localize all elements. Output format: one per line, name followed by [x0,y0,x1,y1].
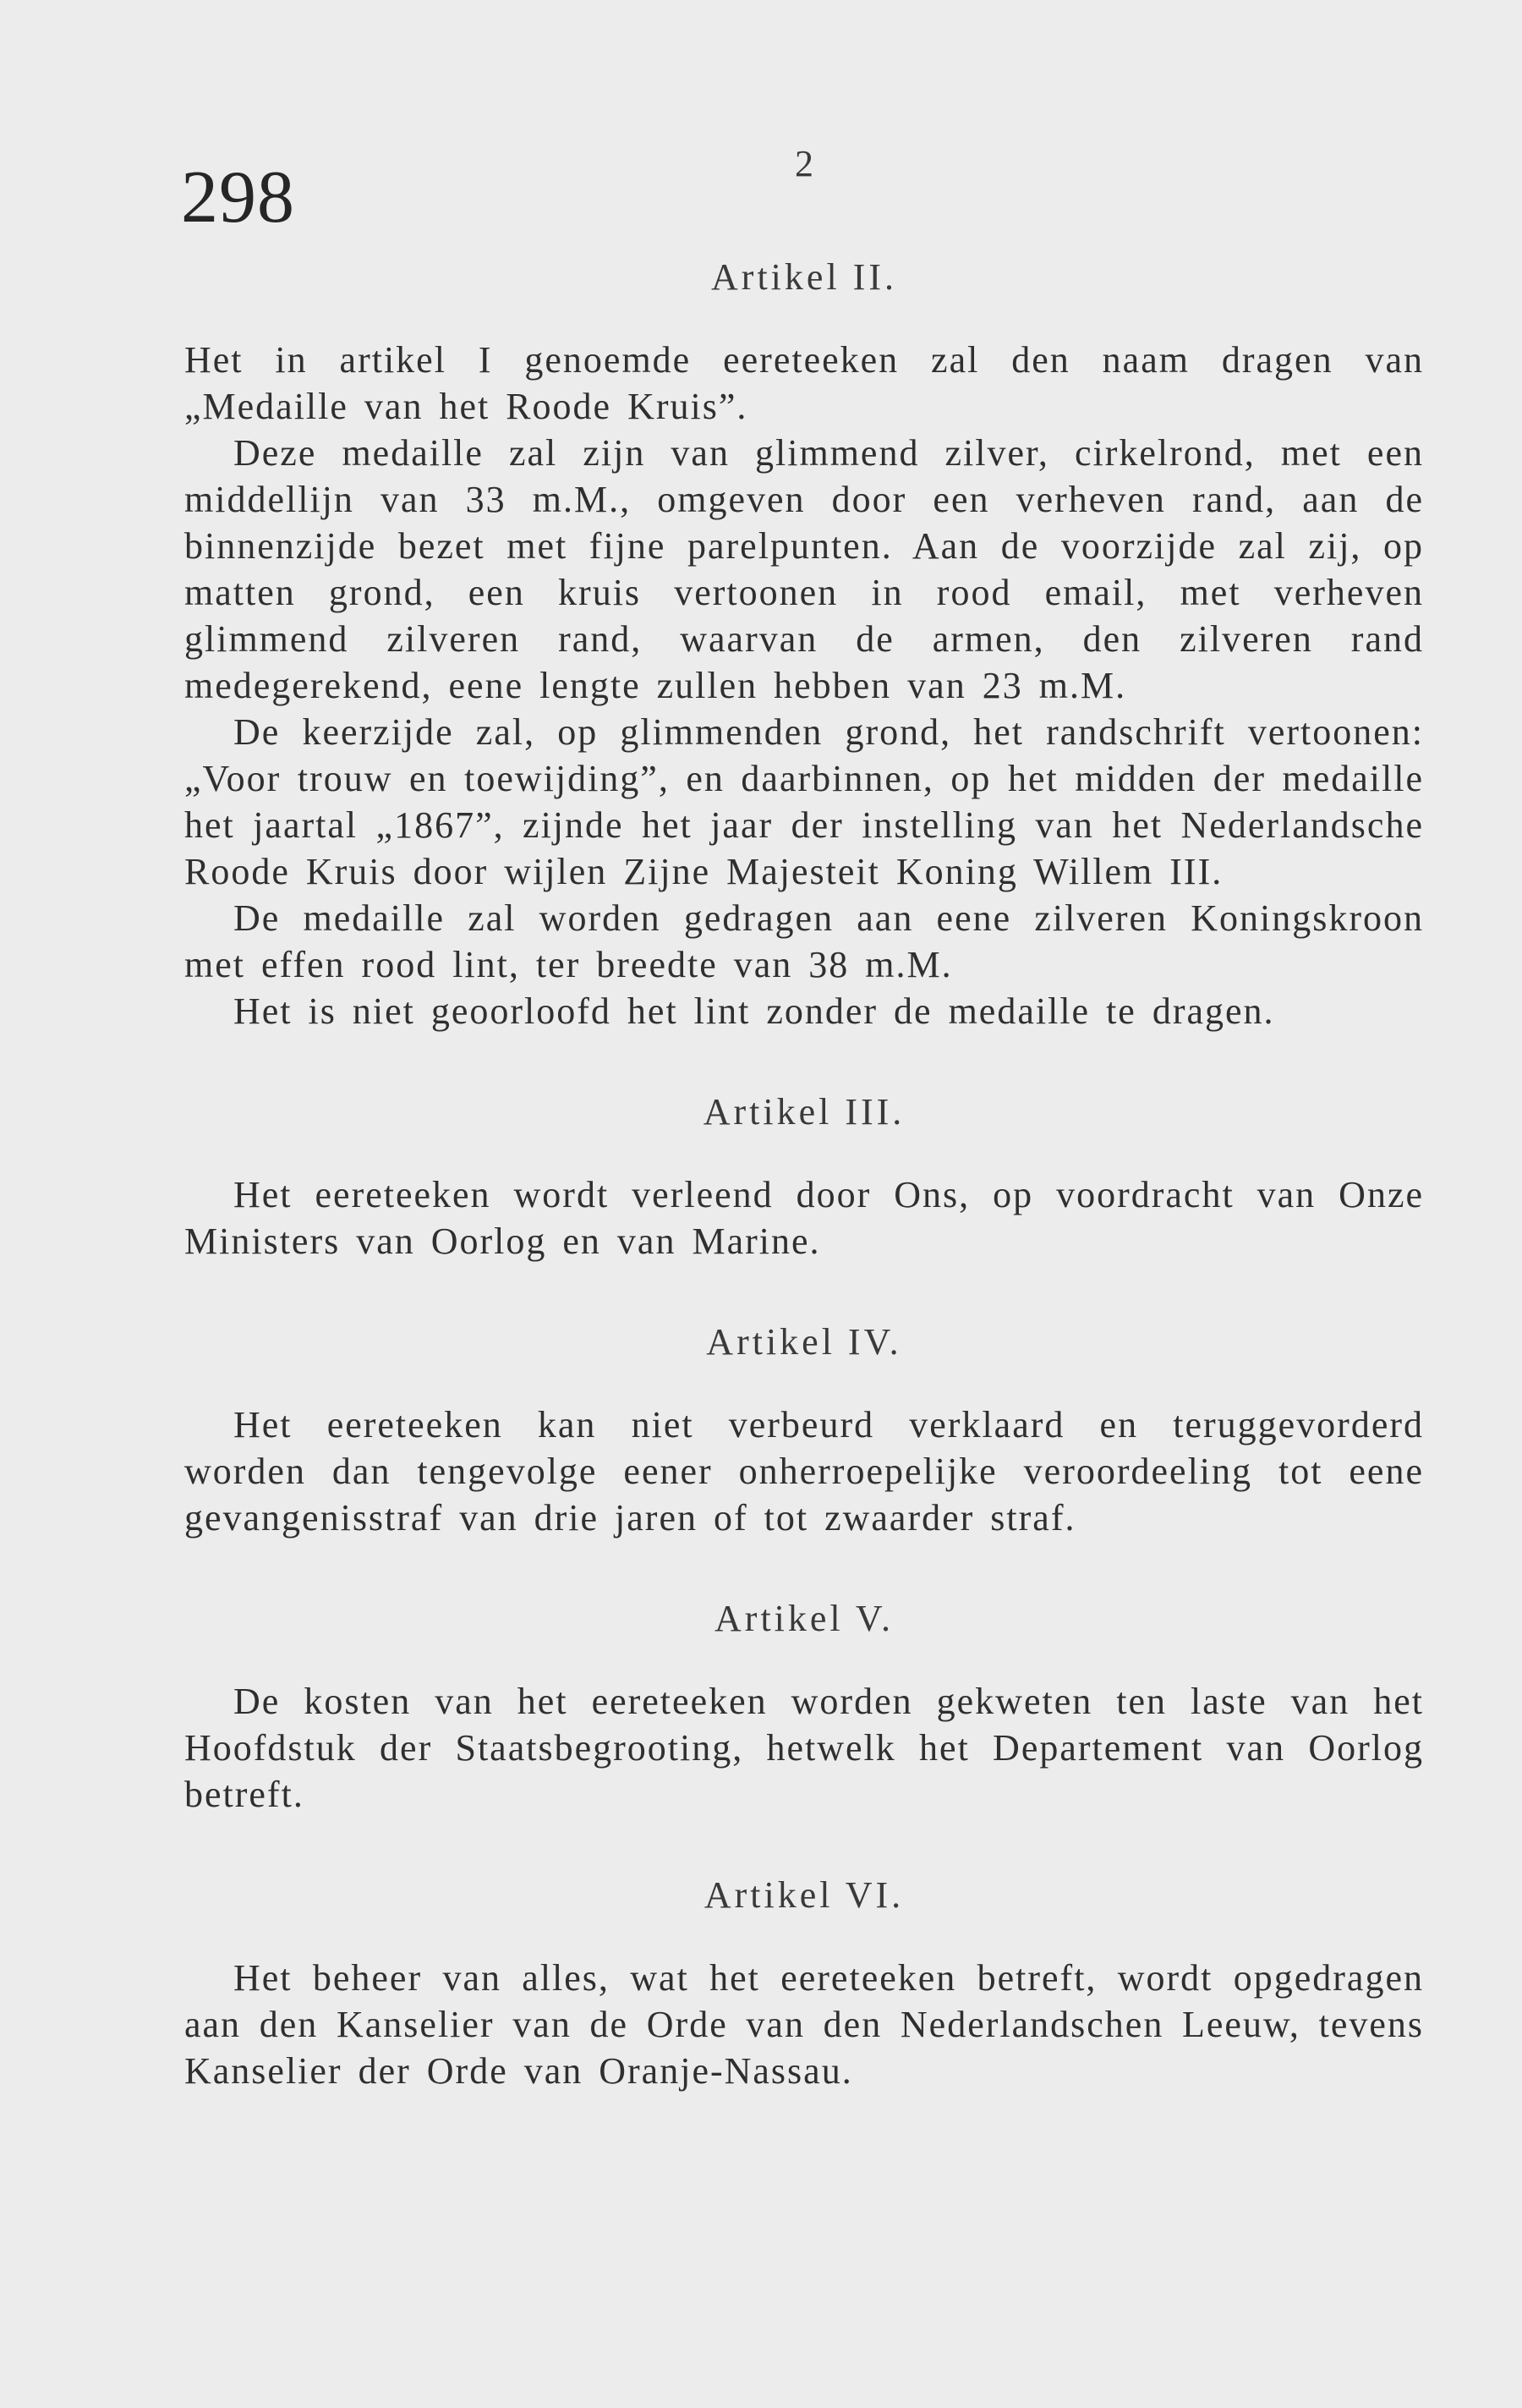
article-paragraph: De kosten van het eereteeken worden gekweten ten laste van het Hoofdstuk der Staatsbegrooting, hetwelk het Departement van Oorlog betreft. [184,1681,1424,1815]
article-paragraph: Het is niet geoorloofd het lint zonder de medaille te dragen. [233,990,1275,1032]
document-body [184,254,1424,2094]
article-heading: Artikel V. [714,1598,894,1639]
article-paragraph: Het in artikel I genoemde eereteeken zal den naam dragen van „Medaille van het Roode Kruis”. [184,339,1424,427]
article-paragraph: Het eereteeken wordt verleend door Ons, op voordracht van Onze Ministers van Oorlog en van Marine. [184,1174,1424,1262]
article-2 [184,254,1424,1034]
article-paragraph: Het beheer van alles, wat het eereteeken betreft, wordt opgedragen aan den Kanselier van de Orde van den Nederlandschen Leeuw, tevens Kanselier der Orde van Oranje-Nassau. [184,1957,1424,2092]
article-paragraph: Deze medaille zal zijn van glimmend zilver, cirkelrond, met een middellijn van 33 m.M., omgeven door een verheven rand, aan de binnenzijde bezet met fijne parelpunten. Aan de voorzijde zal zij, op matten grond, een kruis vertoonen in rood email, met verheven glimmend zilveren rand, waarvan de armen, den zilveren rand medegerekend, eene lengte zullen hebben van 23 m.M. [184,432,1424,706]
article-heading: Artikel VI. [704,1874,905,1916]
article-heading: Artikel II. [711,256,897,298]
sheet-number: 2 [795,143,813,184]
article-3 [184,1089,1424,1264]
page-number: 298 [181,156,295,239]
article-paragraph: De medaille zal worden gedragen aan eene zilveren Koningskroon met effen rood lint, ter breedte van 38 m.M. [184,897,1424,985]
article-paragraph: De keerzijde zal, op glimmenden grond, het randschrift vertoonen: „Voor trouw en toewijding”, en daarbinnen, op het midden der medaille het jaartal „1867”, zijnde het jaar der instelling van het Nederlandsche Roode Kruis door wijlen Zijne Majesteit Koning Willem III. [184,711,1424,892]
article-5 [184,1595,1424,1818]
article-paragraph: Het eereteeken kan niet verbeurd verklaard en teruggevorderd worden dan tengevolge eener onherroepelijke veroordeeling tot eene gevangenisstraf van drie jaren of tot zwaarder straf. [184,1404,1424,1539]
article-6 [184,1872,1424,2094]
article-4 [184,1319,1424,1541]
article-heading: Artikel IV. [706,1321,902,1363]
article-heading: Artikel III. [703,1091,906,1133]
